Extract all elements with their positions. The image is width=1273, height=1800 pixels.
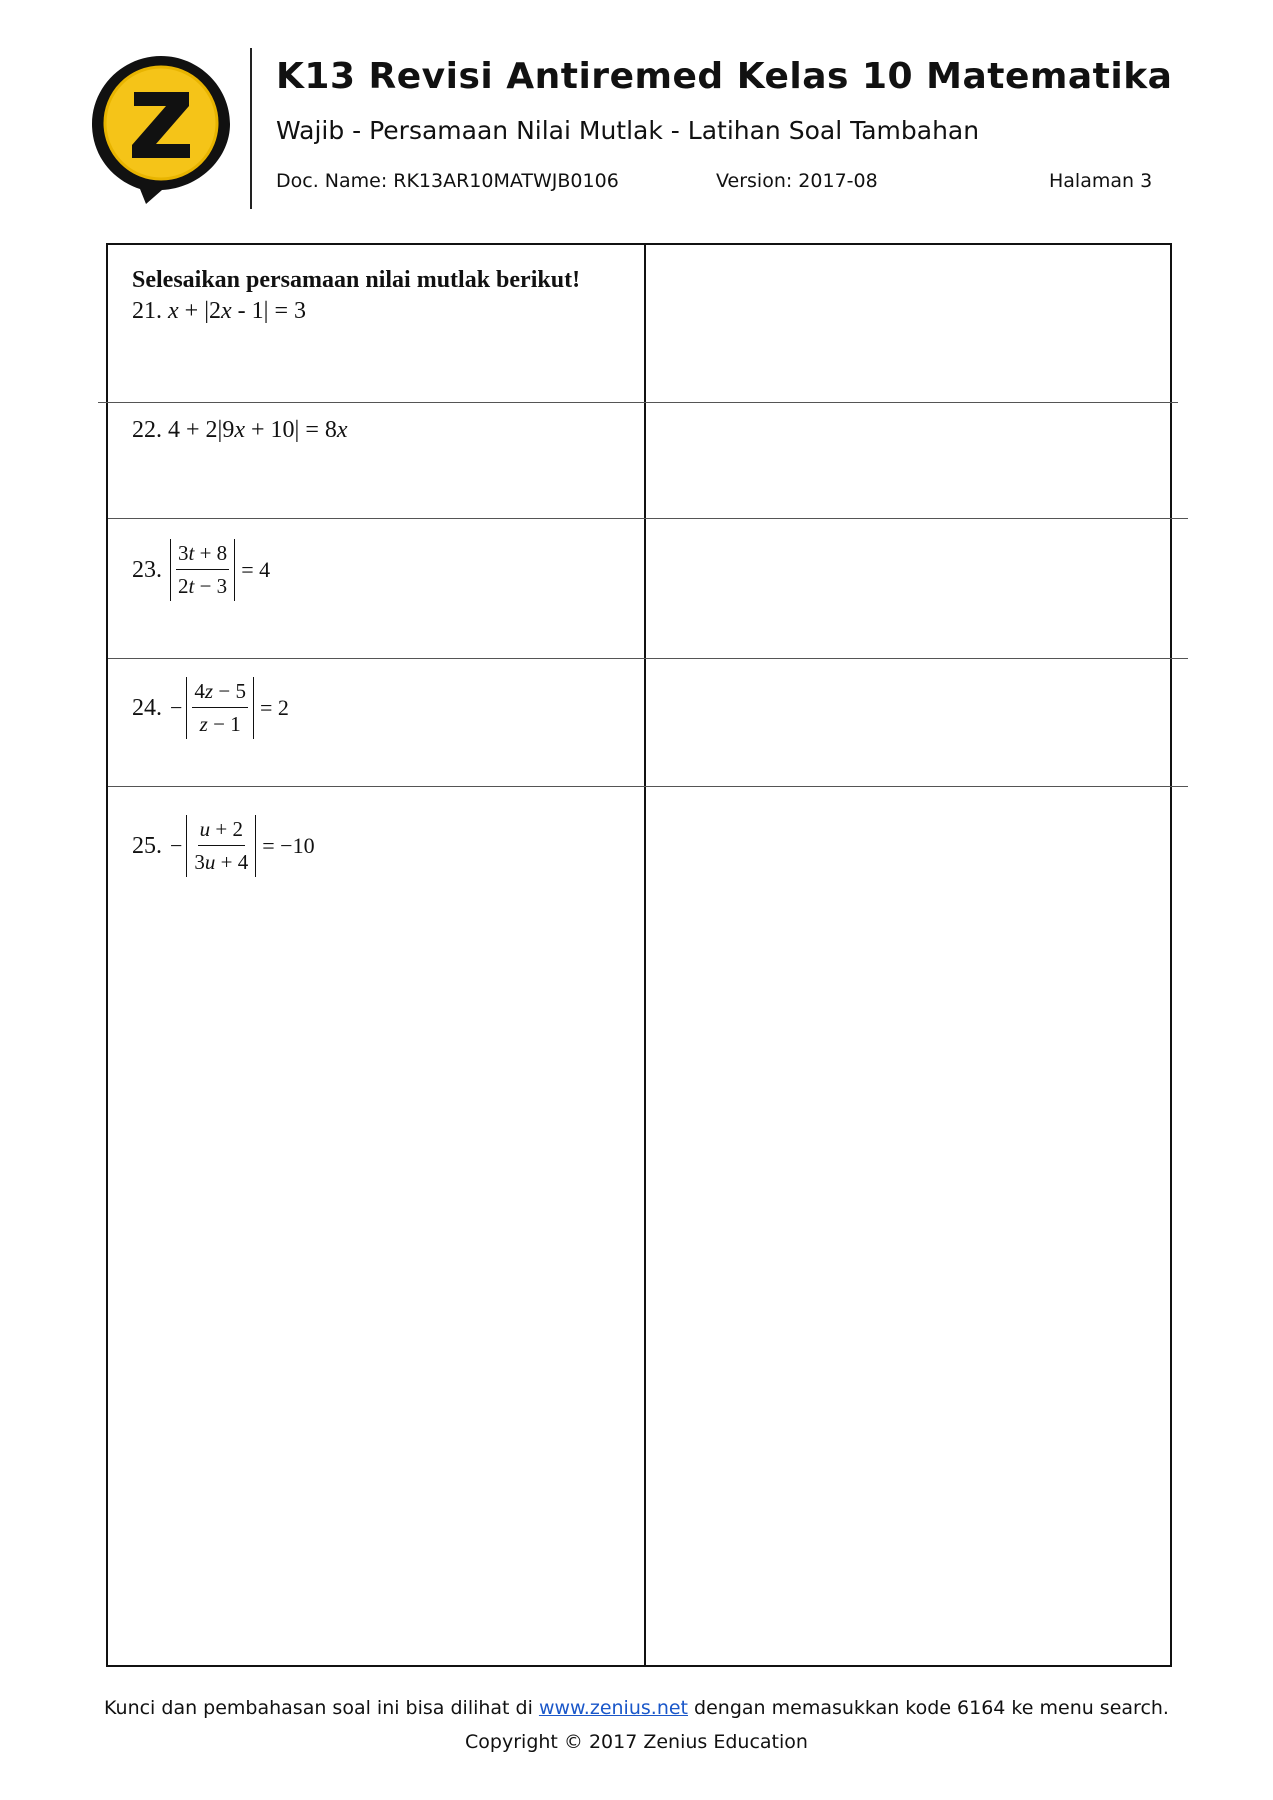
row-divider <box>108 658 1188 659</box>
fraction <box>192 819 250 873</box>
document-title: K13 Revisi Antiremed Kelas 10 Matematika <box>276 56 1173 97</box>
document-subtitle: Wajib - Persamaan Nilai Mutlak - Latihan Soal Tambahan <box>276 116 980 145</box>
right-hand-side: = −10 <box>262 833 315 858</box>
column-divider <box>644 245 646 1665</box>
fraction <box>192 681 248 735</box>
question-24 <box>132 677 289 739</box>
zenius-link[interactable]: www.zenius.net <box>538 1697 688 1719</box>
footer-note <box>0 1697 1273 1719</box>
instruction-text: Selesaikan persamaan nilai mutlak berikut! <box>132 267 581 293</box>
question-number: 22. <box>132 417 162 443</box>
question-25 <box>132 815 315 877</box>
numerator: 4z − 5 <box>192 681 248 708</box>
absolute-value <box>186 677 254 739</box>
expression: 4 + 2|9 <box>162 417 235 443</box>
variable: x <box>221 298 232 324</box>
worksheet-table <box>106 243 1172 1667</box>
doc-name: Doc. Name: RK13AR10MATWJB0106 <box>276 170 619 192</box>
minus-sign: − <box>170 833 183 858</box>
zenius-logo-icon <box>88 52 234 208</box>
expression: + 10| = 8 <box>245 417 337 443</box>
expression: + |2 <box>178 298 221 324</box>
variable: x <box>234 417 245 443</box>
page-number: Halaman 3 <box>1049 170 1153 192</box>
question-21 <box>132 298 306 325</box>
right-hand-side: = 2 <box>259 695 289 720</box>
footer-text-after: dengan memasukkan kode 6164 ke menu search. <box>688 1697 1169 1719</box>
denominator: 2t − 3 <box>178 574 228 598</box>
footer-text-before: Kunci dan pembahasan soal ini bisa dilihat di <box>104 1697 539 1719</box>
fraction <box>176 543 229 597</box>
variable: x <box>336 417 348 443</box>
numerator: 3t + 8 <box>176 543 229 570</box>
minus-sign: − <box>170 695 183 720</box>
right-hand-side: = 4 <box>241 557 271 582</box>
header-divider <box>250 48 252 209</box>
copyright: Copyright © 2017 Zenius Education <box>465 1731 808 1753</box>
question-number: 23. <box>132 556 162 583</box>
question-23 <box>132 539 270 601</box>
absolute-value <box>186 815 256 877</box>
question-number: 25. <box>132 832 162 859</box>
question-22 <box>132 417 348 444</box>
zenius-logo <box>88 52 234 208</box>
question-number: 21. <box>132 298 162 324</box>
denominator: 3u + 4 <box>194 850 249 874</box>
row-divider <box>108 786 1188 787</box>
question-number: 24. <box>132 694 162 721</box>
row-divider <box>98 402 1178 403</box>
doc-version: Version: 2017-08 <box>716 170 878 192</box>
absolute-value <box>170 539 235 601</box>
row-divider <box>108 518 1188 519</box>
numerator: u + 2 <box>198 819 245 846</box>
expression: - 1| = 3 <box>231 298 306 324</box>
variable: x <box>168 298 179 324</box>
denominator: z − 1 <box>199 712 241 736</box>
